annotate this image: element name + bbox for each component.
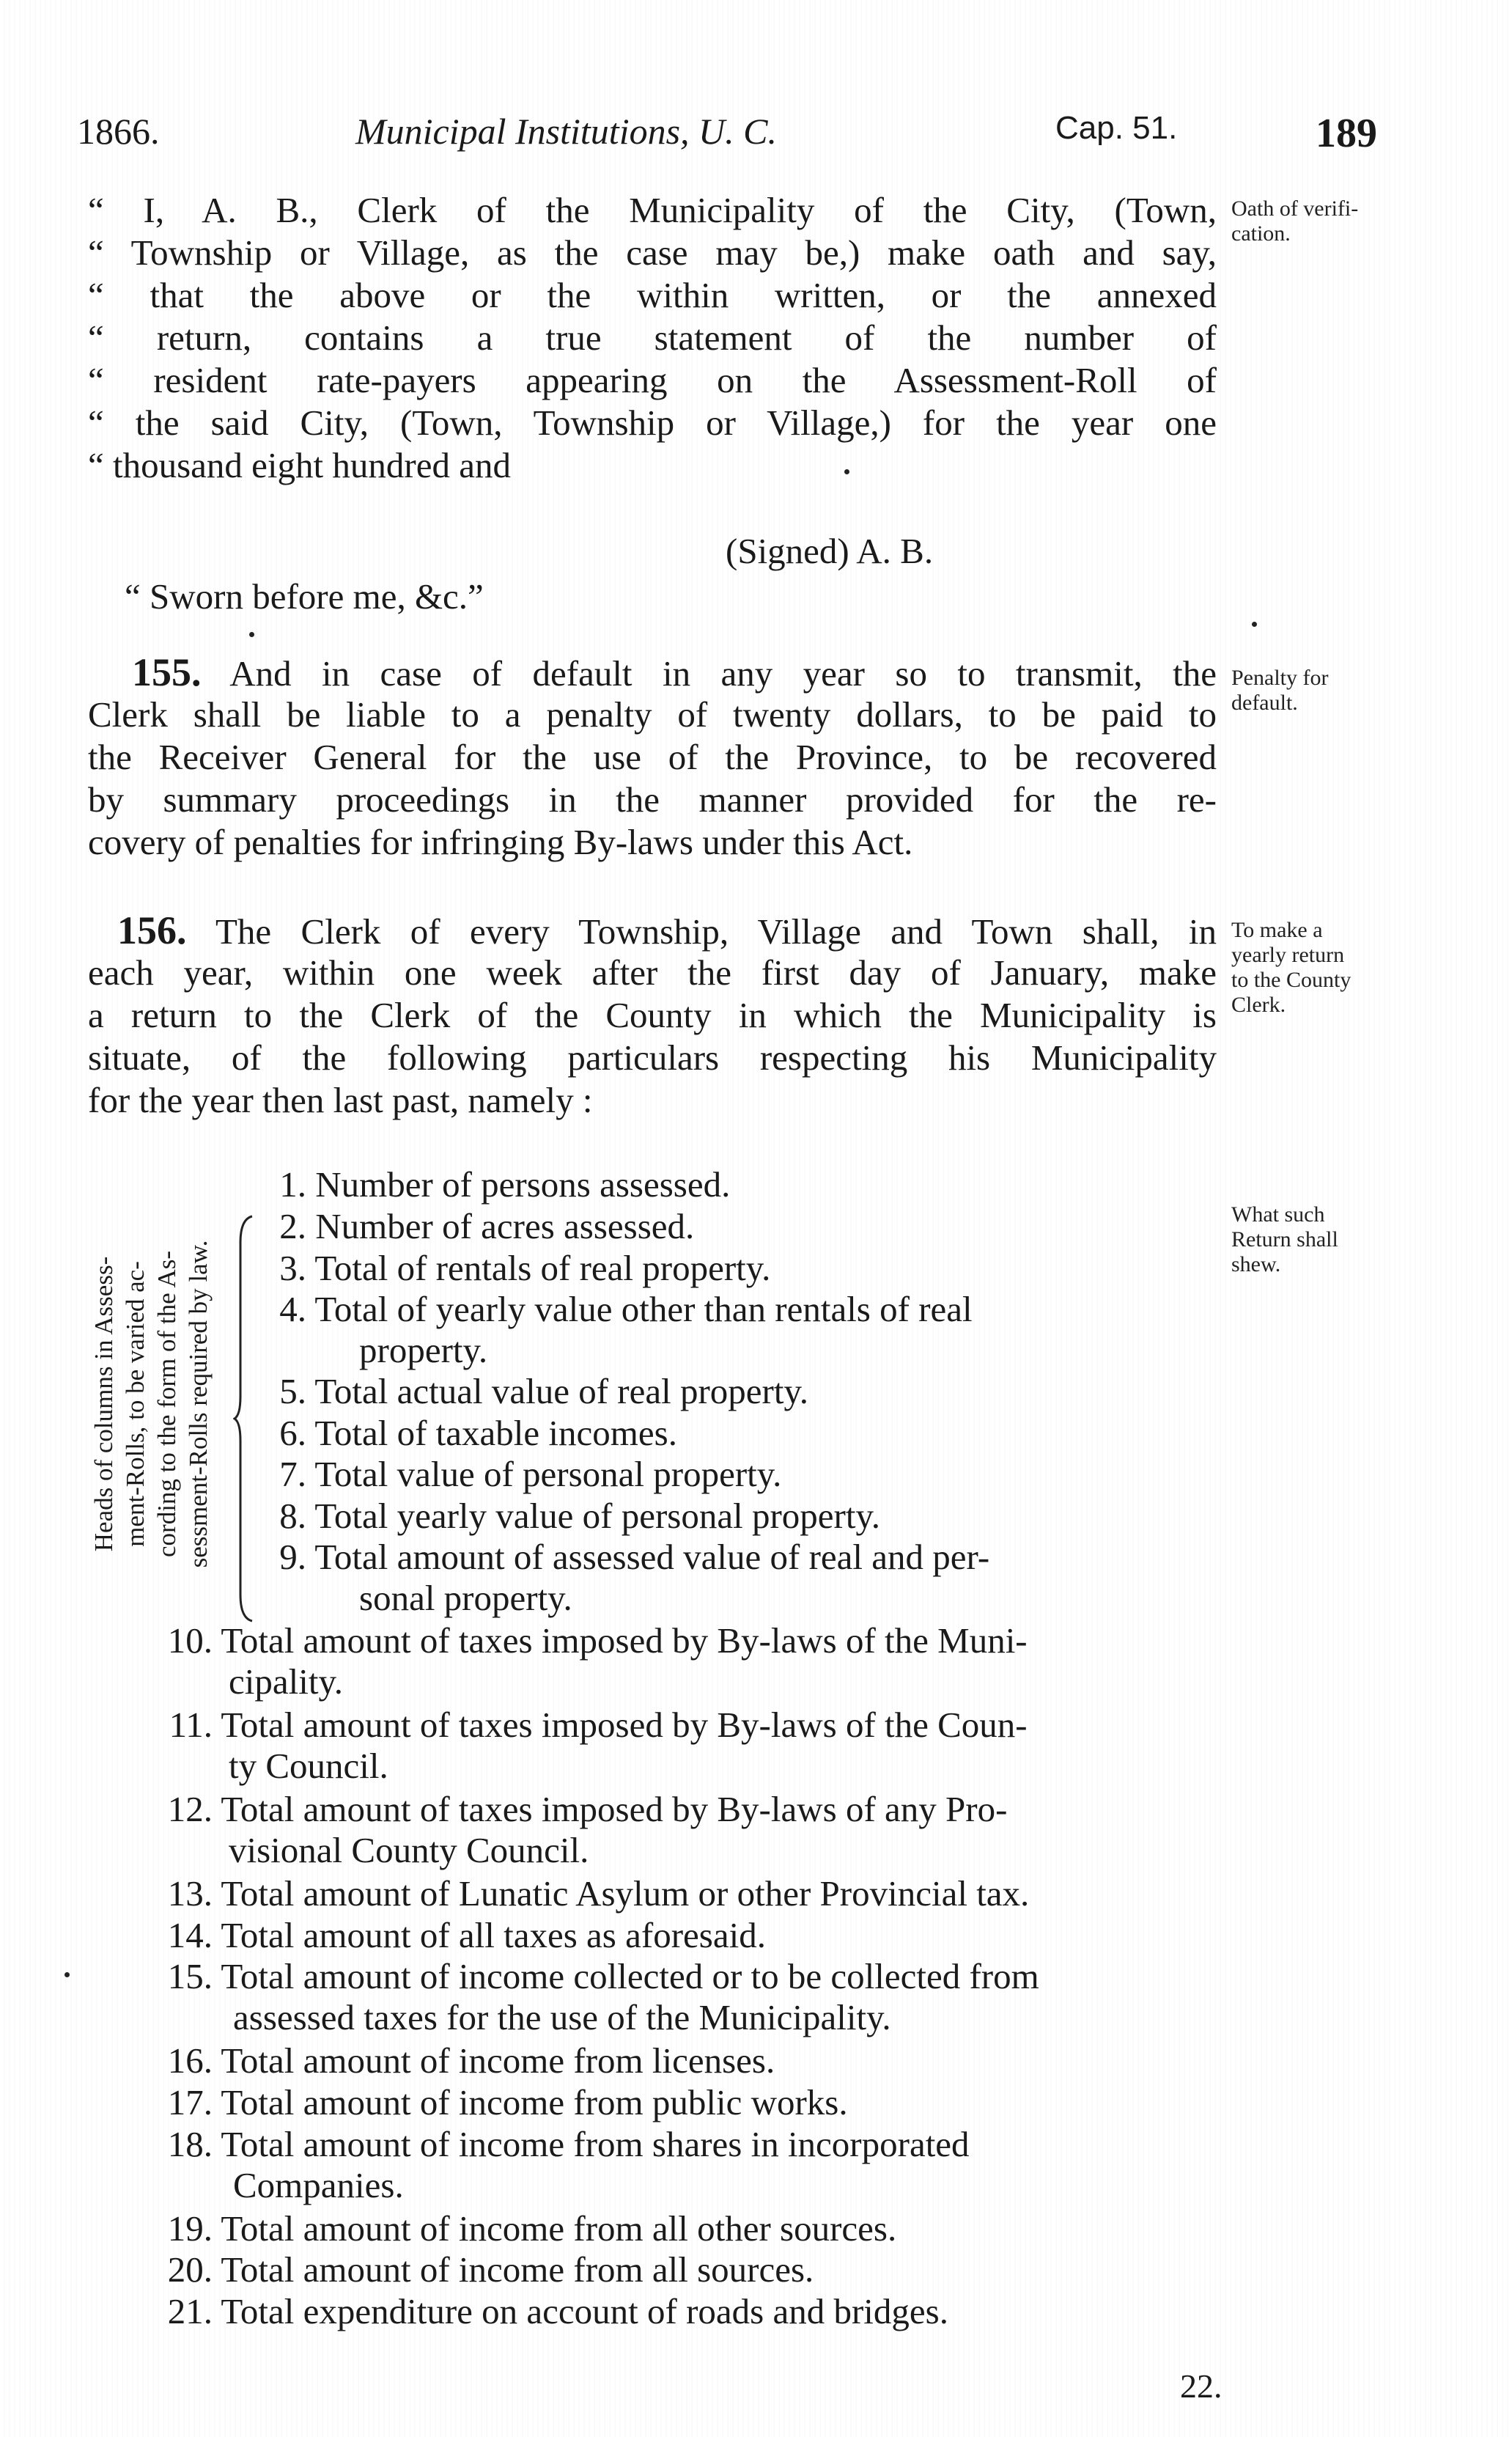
margin-note-oath <box>1231 196 1422 246</box>
item-text: Total amount of Lunatic Asylum or other Provincial tax. <box>221 1873 1030 1914</box>
oath-line: “ thousand eight hundred and <box>88 445 511 485</box>
item-text: Number of persons assessed. <box>315 1164 731 1205</box>
page-number: 189 <box>1316 111 1377 156</box>
section-line: a return to the Clerk of the County in which the Municipality is <box>88 995 1217 1035</box>
item-number: 3. <box>279 1248 306 1288</box>
list-item <box>139 1620 1028 1702</box>
list-item <box>264 1164 730 1205</box>
list-item <box>264 1371 808 1412</box>
item-text: Total amount of income from licenses. <box>221 2040 775 2081</box>
oath-line: “ Township or Village, as the case may be,) make oath and say, <box>88 232 1217 273</box>
item-text: Total value of personal property. <box>314 1454 782 1494</box>
list-item <box>139 1915 766 1956</box>
item-text: Total amount of income from public works. <box>221 2082 848 2122</box>
item-number: 7. <box>279 1454 306 1494</box>
margin-note-return <box>1231 918 1422 1018</box>
item-number: 2. <box>279 1206 306 1246</box>
running-header <box>77 110 1469 161</box>
item-number: 11. <box>169 1705 213 1745</box>
item-number: 19. <box>167 2208 213 2249</box>
section-number: 156. <box>117 908 187 952</box>
caption-line: Heads of columns in Assess- <box>89 1256 118 1552</box>
list-item <box>139 2208 896 2249</box>
margin-note-line: shew. <box>1231 1252 1281 1276</box>
list-item <box>139 2082 848 2123</box>
curly-brace <box>233 1213 255 1624</box>
item-number: 15. <box>167 1956 213 1996</box>
oath-line: “ the said City, (Town, Township or Village,) for the year one <box>88 403 1217 443</box>
item-continuation: sonal property. <box>359 1578 572 1618</box>
list-item <box>264 1537 989 1619</box>
margin-note-line: to the County <box>1231 968 1351 992</box>
list-item <box>264 1248 770 1289</box>
margin-note-line: Return shall <box>1231 1227 1338 1251</box>
print-speck <box>1252 622 1257 627</box>
margin-note-line: cation. <box>1231 221 1291 246</box>
item-continuation: visional County Council. <box>229 1830 589 1870</box>
item-continuation: cipality. <box>229 1661 344 1702</box>
item-text: Total amount of income from all other sources. <box>221 2208 897 2249</box>
item-number: 21. <box>167 2291 213 2331</box>
item-number: 4. <box>279 1289 306 1329</box>
list-item <box>139 2040 775 2081</box>
oath-line: “ that the above or the within written, or the annexed <box>88 275 1217 315</box>
section-line: by summary proceedings in the manner provided for the re- <box>88 779 1217 820</box>
section-line: situate, of the following particulars respecting his Municipality <box>88 1037 1217 1078</box>
item-text: Total yearly value of personal property. <box>314 1496 881 1536</box>
item-number: 18. <box>167 2124 213 2164</box>
margin-note-line: What such <box>1231 1202 1325 1227</box>
catchword: 22. <box>1180 2367 1222 2405</box>
oath-text <box>88 189 1217 487</box>
oath-line: “ return, contains a true statement of the number of <box>88 317 1217 358</box>
item-number: 5. <box>279 1371 306 1411</box>
item-continuation: assessed taxes for the use of the Municipality. <box>233 1997 891 2037</box>
list-item <box>139 2124 970 2206</box>
list-item <box>139 1956 1039 2038</box>
item-number: 6. <box>279 1413 306 1453</box>
header-year: 1866. <box>77 111 160 152</box>
item-continuation: property. <box>359 1330 488 1370</box>
section-156 <box>88 909 1217 1122</box>
item-text: Total expenditure on account of roads and bridges. <box>221 2291 948 2331</box>
item-number: 20. <box>167 2249 213 2290</box>
item-text: Number of acres assessed. <box>315 1206 695 1246</box>
item-text: Total of yearly value other than rentals of real <box>314 1289 973 1329</box>
section-155 <box>88 651 1217 864</box>
item-continuation: Companies. <box>233 2165 404 2205</box>
item-text: Total amount of income collected or to be collected from <box>221 1956 1039 1996</box>
print-speck <box>249 632 254 637</box>
section-line: the Receiver General for the use of the Province, to be recovered <box>88 737 1217 777</box>
print-speck <box>64 1972 70 1977</box>
list-item <box>264 1496 880 1537</box>
item-number: 9. <box>279 1537 306 1577</box>
section-line: The Clerk of every Township, Village and Town shall, in <box>215 911 1217 952</box>
list-item <box>264 1454 781 1495</box>
item-text: Total amount of taxes imposed by By-laws of the Coun- <box>221 1705 1028 1745</box>
oath-line: “ I, A. B., Clerk of the Municipality of the City, (Town, <box>88 190 1217 230</box>
list-item <box>139 1705 1028 1787</box>
item-number: 1. <box>279 1164 306 1205</box>
header-chapter: Cap. 51. <box>1055 110 1178 146</box>
section-number: 155. <box>132 650 202 694</box>
item-text: Total of taxable incomes. <box>314 1413 677 1453</box>
list-item <box>264 1289 973 1371</box>
list-item <box>139 2291 948 2332</box>
margin-note-line: default. <box>1231 691 1298 715</box>
item-number: 17. <box>167 2082 213 2122</box>
section-line: covery of penalties for infringing By-laws under this Act. <box>88 822 913 862</box>
margin-note-line: Oath of verifi- <box>1231 196 1359 221</box>
item-text: Total amount of taxes imposed by By-laws of the Muni- <box>221 1620 1028 1661</box>
section-line: for the year then last past, namely : <box>88 1080 593 1120</box>
margin-note-line: Clerk. <box>1231 993 1286 1017</box>
oath-line: “ resident rate-payers appearing on the Assessment-Roll of <box>88 360 1217 400</box>
item-text: Total of rentals of real property. <box>314 1248 771 1288</box>
item-number: 8. <box>279 1496 306 1536</box>
list-item <box>139 1873 1029 1914</box>
list-item <box>264 1206 694 1247</box>
margin-note-line: yearly return <box>1231 943 1345 967</box>
section-line: Clerk shall be liable to a penalty of twenty dollars, to be paid to <box>88 694 1217 735</box>
item-text: Total amount of income from shares in incorporated <box>221 2124 970 2164</box>
list-item <box>139 1789 1007 1871</box>
caption-line: sessment-Rolls required by law. <box>184 1240 213 1568</box>
list-item <box>139 2249 814 2290</box>
item-number: 13. <box>167 1873 213 1914</box>
item-number: 16. <box>167 2040 213 2081</box>
item-continuation: ty Council. <box>229 1746 388 1786</box>
caption-line: ment-Rolls, to be varied ac- <box>121 1261 150 1547</box>
item-text: Total amount of assessed value of real and per- <box>314 1537 990 1577</box>
margin-note-line: To make a <box>1231 918 1323 942</box>
margin-note-penalty <box>1231 666 1422 716</box>
section-line: each year, within one week after the first day of January, make <box>88 952 1217 993</box>
list-side-caption <box>88 1188 249 1620</box>
item-number: 14. <box>167 1915 213 1955</box>
header-title: Municipal Institutions, U. C. <box>355 111 777 152</box>
list-item <box>264 1413 677 1454</box>
caption-line: cording to the form of the As- <box>152 1251 181 1557</box>
section-line: And in case of default in any year so to transmit, the <box>229 653 1217 694</box>
print-speck <box>844 469 849 474</box>
item-number: 12. <box>167 1789 213 1829</box>
margin-note-line: Penalty for <box>1231 666 1329 690</box>
item-text: Total amount of taxes imposed by By-laws of any Pro- <box>221 1789 1008 1829</box>
sworn-line: “ Sworn before me, &c.” <box>125 576 484 617</box>
margin-note-what-such <box>1231 1202 1422 1277</box>
item-text: Total amount of income from all sources. <box>221 2249 814 2290</box>
signed-line: (Signed) A. B. <box>726 531 934 571</box>
item-number: 10. <box>167 1620 213 1661</box>
item-text: Total actual value of real property. <box>314 1371 809 1411</box>
item-text: Total amount of all taxes as aforesaid. <box>221 1915 766 1955</box>
